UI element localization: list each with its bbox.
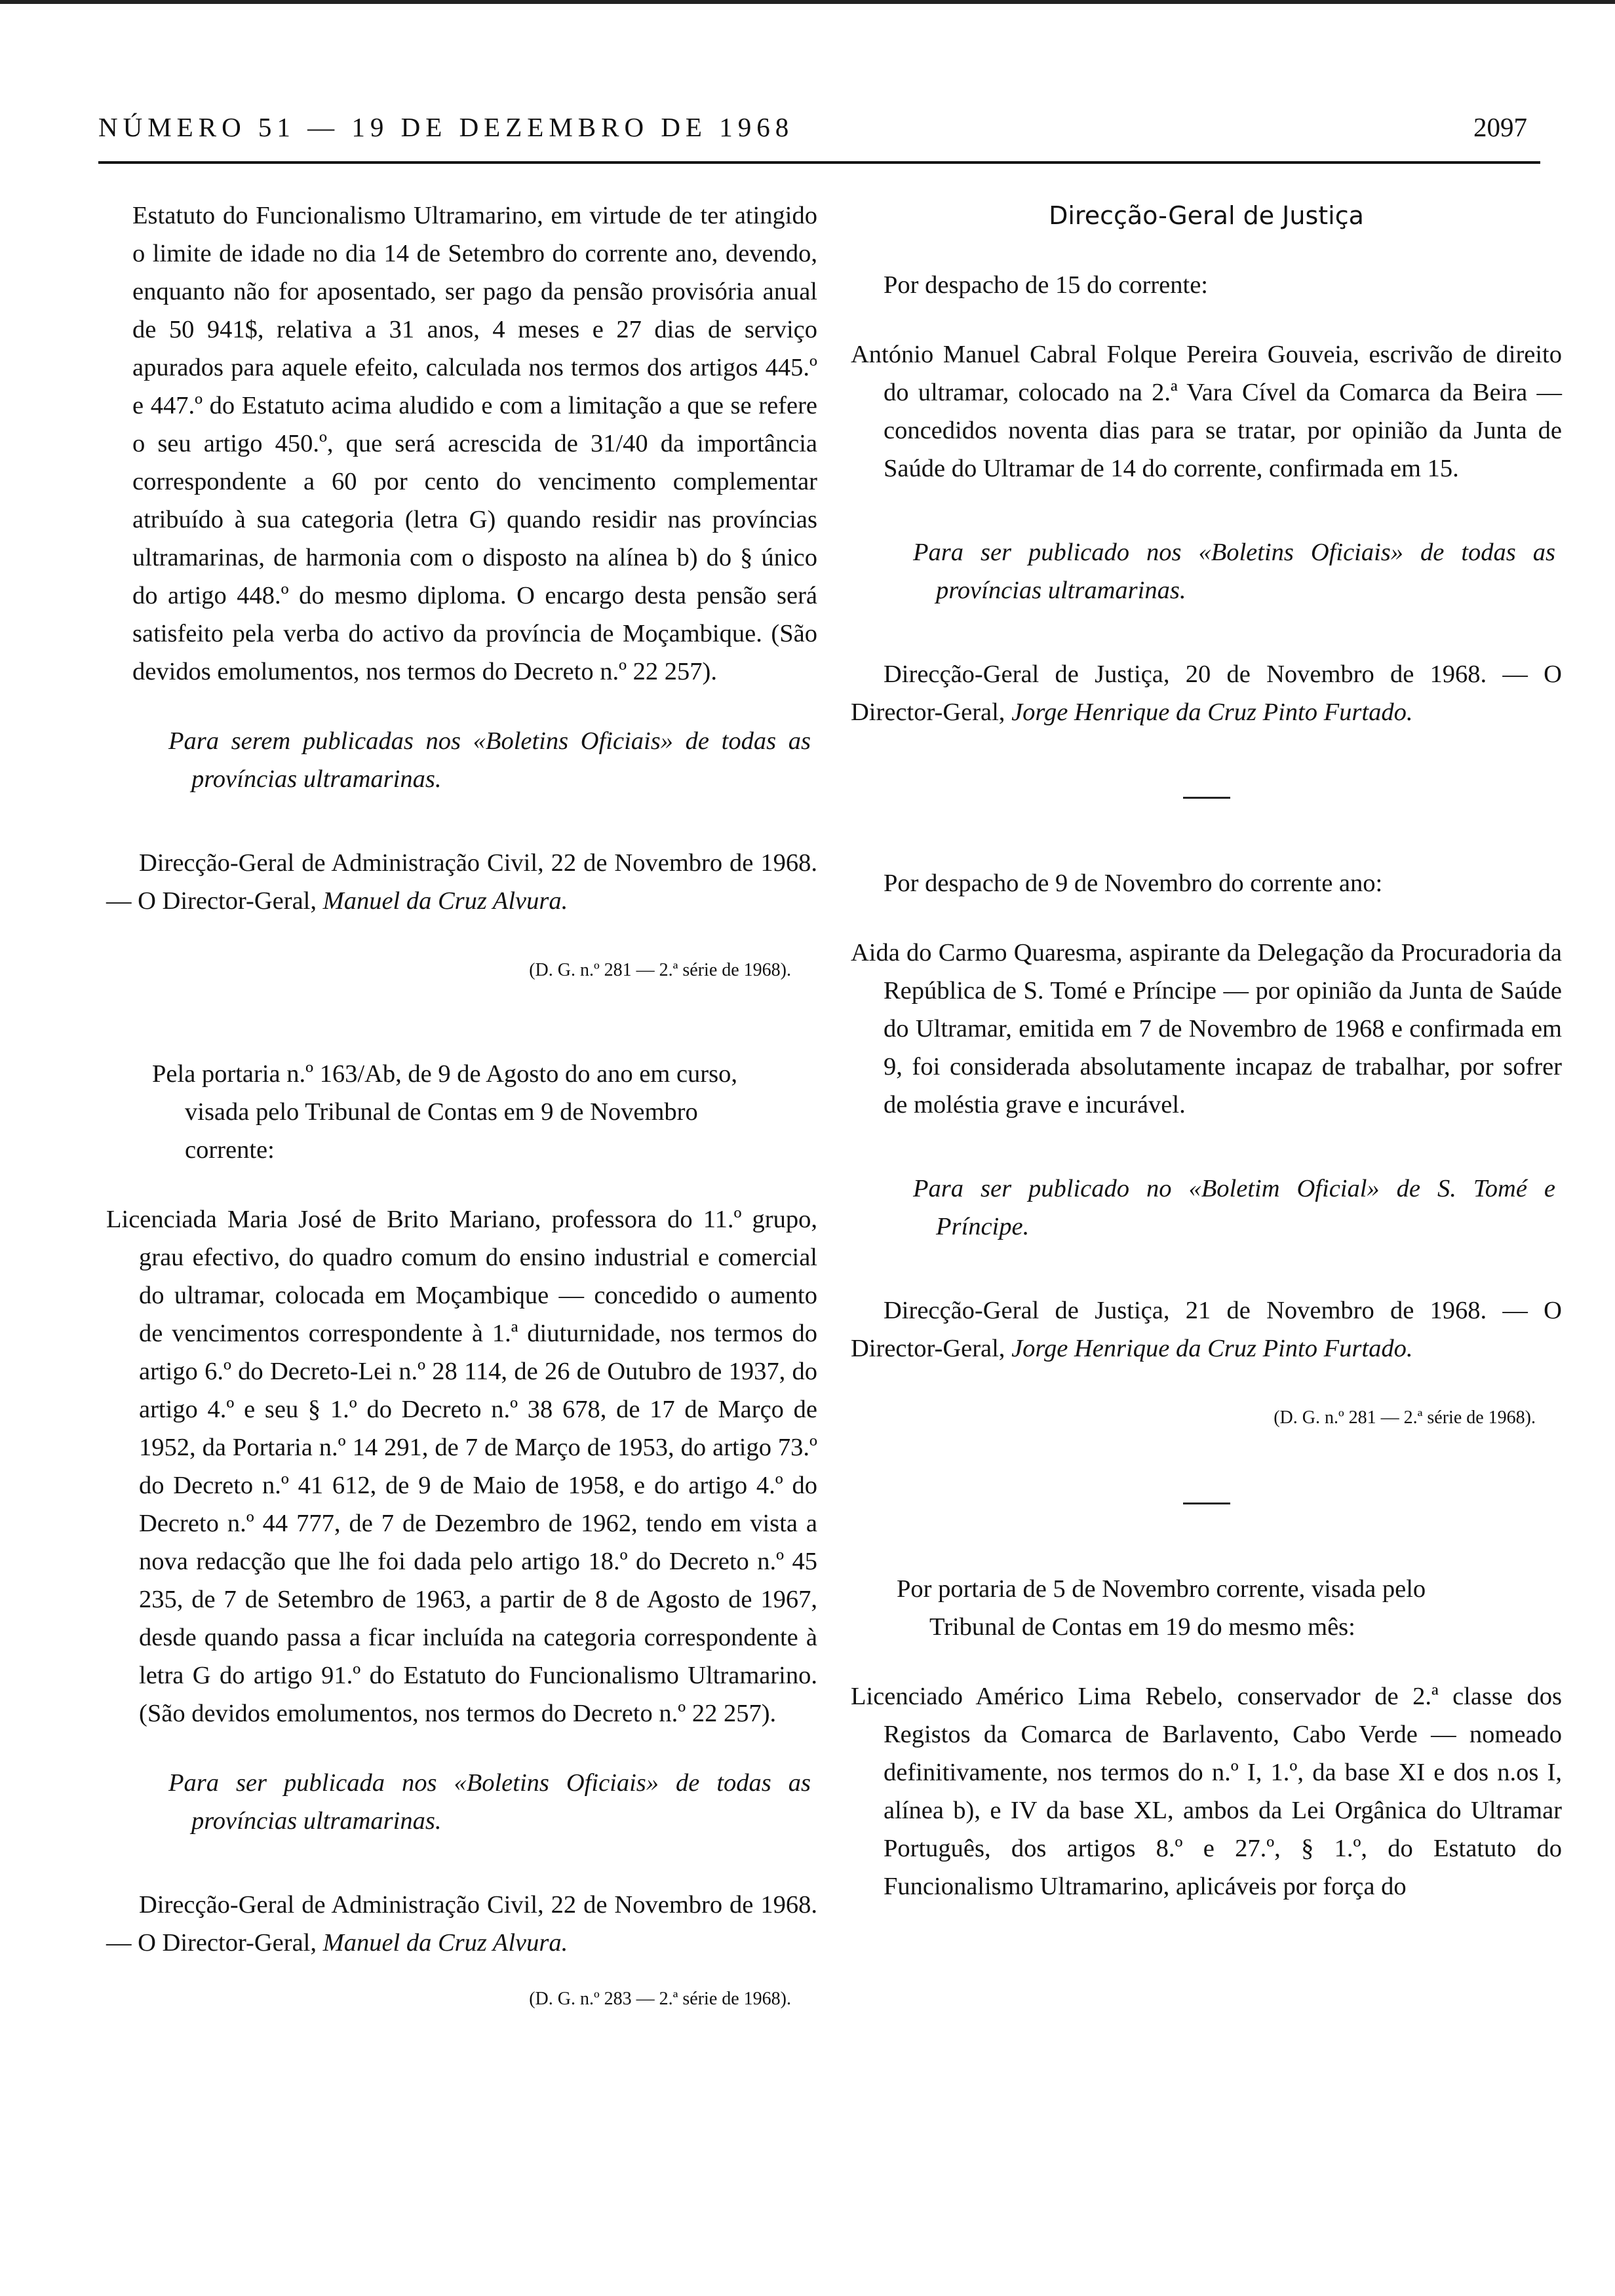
top-border xyxy=(0,0,1615,4)
publication-note: Para ser publicada nos «Boletins Oficiais» de todas as províncias ultramarinas. xyxy=(168,1769,811,1835)
section-heading: Direcção-Geral de Justiça xyxy=(1049,201,1364,230)
signatory-name: Manuel da Cruz Alvura. xyxy=(322,1929,568,1957)
signatory-name: Manuel da Cruz Alvura. xyxy=(322,887,568,915)
pension-paragraph: Estatuto do Funcionalismo Ultramarino, em virtude de ter atingido o limite de idade no dia 14 de Setembro do corrente ano, devendo, enquanto não for aposentado, ser pago da pensão provisória anual de 50 941$, relativa a 31 anos, 4 meses e 27 dias de serviço apurados para aquele efeito, calculada nos termos dos artigos 445.º e 447.º do Estatuto acima aludido e com a limitação a que se refere o seu artigo 450.º, que será acrescida de 31/40 da importância correspondente a 60 por cento do vencimento complementar atribuído à sua categoria (letra G) quando residir nas províncias ultramarinas, de harmonia com o disposto na alínea b) do § único do artigo 448.º do mesmo diploma. O encargo desta pensão será satisfeito pela verba do activo da província de Moçambique. (São devidos emolumentos, nos termos do Decreto n.º 22 257). xyxy=(132,202,817,685)
left-column xyxy=(106,197,817,2018)
signature-block xyxy=(106,1886,817,1962)
issue-heading: NÚMERO 51 — 19 DE DEZEMBRO DE 1968 xyxy=(98,112,794,142)
signature-text: Direcção-Geral de Justiça, 21 de Novembro de 1968. — O Director-Geral, xyxy=(851,1297,1562,1362)
signature-block xyxy=(106,844,817,920)
page-number: 2097 xyxy=(1473,112,1527,142)
signatory-name: Jorge Henrique da Cruz Pinto Furtado. xyxy=(1011,698,1413,726)
gazette-reference: (D. G. n.º 281 — 2.ª série de 1968). xyxy=(529,960,791,980)
signature-text: Direcção-Geral de Administração Civil, 22 de Novembro de 1968. — O Director-Geral, xyxy=(106,1891,817,1957)
signatory-name: Jorge Henrique da Cruz Pinto Furtado. xyxy=(1011,1335,1413,1362)
signature-block xyxy=(851,1292,1562,1368)
appointment-paragraph: Licenciada Maria José de Brito Mariano, professora do 11.º grupo, grau efectivo, do quadro comum do ensino industrial e comercial do ultramar, colocada em Moçambique — concedido o aumento de vencimentos correspondente à 1.ª diuturnidade, nos termos do artigo 6.º do Decreto-Lei n.º 28 114, de 26 de Outubro de 1937, do artigo 4.º e seu § 1.º do Decreto n.º 38 678, de 17 de Março de 1952, da Portaria n.º 14 291, de 7 de Março de 1953, do artigo 73.º do Decreto n.º 41 612, de 9 de Maio de 1958, e do artigo 4.º do Decreto n.º 44 777, de 7 de Dezembro de 1962, tendo em vista a nova redacção que lhe foi dada pelo artigo 18.º do Decreto n.º 45 235, de 7 de Setembro de 1963, a partir de 8 de Agosto de 1967, desde quando passa a ficar incluída na categoria correspondente à letra G do artigo 91.º do Estatuto do Funcionalismo Ultramarino. (São devidos emolumentos, nos termos do Decreto n.º 22 257). xyxy=(106,1206,817,1727)
publication-note: Para ser publicado no «Boletim Oficial» de S. Tomé e Príncipe. xyxy=(913,1175,1555,1240)
incapacity-paragraph: Aida do Carmo Quaresma, aspirante da Delegação da Procuradoria da República de S. Tomé e Príncipe — por opinião da Junta de Saúde do Ultramar, emitida em 7 de Novembro de 1968 e confirmada em 9, foi considerada absolutamente incapaz de trabalhar, por sofrer de moléstia grave e incurável. xyxy=(851,939,1562,1119)
signature-block xyxy=(851,655,1562,731)
nomination-paragraph: Licenciado Américo Lima Rebelo, conservador de 2.ª classe dos Registos da Comarca de Barlavento, Cabo Verde — nomeado definitivamente, nos termos do n.º I, 1.º, da base XI e dos n.os I, alínea b), e IV da base XL, ambos da Lei Orgânica do Ultramar Português, dos artigos 8.º e 27.º, § 1.º, do Estatuto do Funcionalismo Ultramarino, aplicáveis por força do xyxy=(851,1683,1562,1900)
gazette-reference: (D. G. n.º 283 — 2.ª série de 1968). xyxy=(529,1989,791,2009)
right-column xyxy=(851,197,1562,1905)
portaria-intro: Pela portaria n.º 163/Ab, de 9 de Agosto do ano em curso, visada pelo Tribunal de Contas em 9 de Novembro corrente: xyxy=(152,1060,737,1164)
signature-text: Direcção-Geral de Administração Civil, 22 de Novembro de 1968. — O Director-Geral, xyxy=(106,849,817,915)
publication-note: Para ser publicado nos «Boletins Oficiais» de todas as províncias ultramarinas. xyxy=(913,539,1555,604)
despacho-intro: Por despacho de 15 do corrente: xyxy=(884,271,1208,299)
despacho-intro: Por despacho de 9 de Novembro do corrente ano: xyxy=(884,870,1383,897)
page-header xyxy=(98,111,1527,151)
publication-note: Para serem publicadas nos «Boletins Oficiais» de todas as províncias ultramarinas. xyxy=(168,727,811,793)
portaria-intro: Por portaria de 5 de Novembro corrente, visada pelo Tribunal de Contas em 19 do mesmo mês: xyxy=(897,1575,1426,1641)
gazette-reference: (D. G. n.º 281 — 2.ª série de 1968). xyxy=(1274,1407,1536,1428)
header-rule xyxy=(98,161,1540,164)
leave-paragraph: António Manuel Cabral Folque Pereira Gouveia, escrivão de direito do ultramar, colocado na 2.ª Vara Cível da Comarca da Beira — concedidos noventa dias para se tratar, por opinião da Junta de Saúde do Ultramar de 14 do corrente, confirmada em 15. xyxy=(851,341,1562,482)
signature-text: Direcção-Geral de Justiça, 20 de Novembro de 1968. — O Director-Geral, xyxy=(851,660,1562,726)
